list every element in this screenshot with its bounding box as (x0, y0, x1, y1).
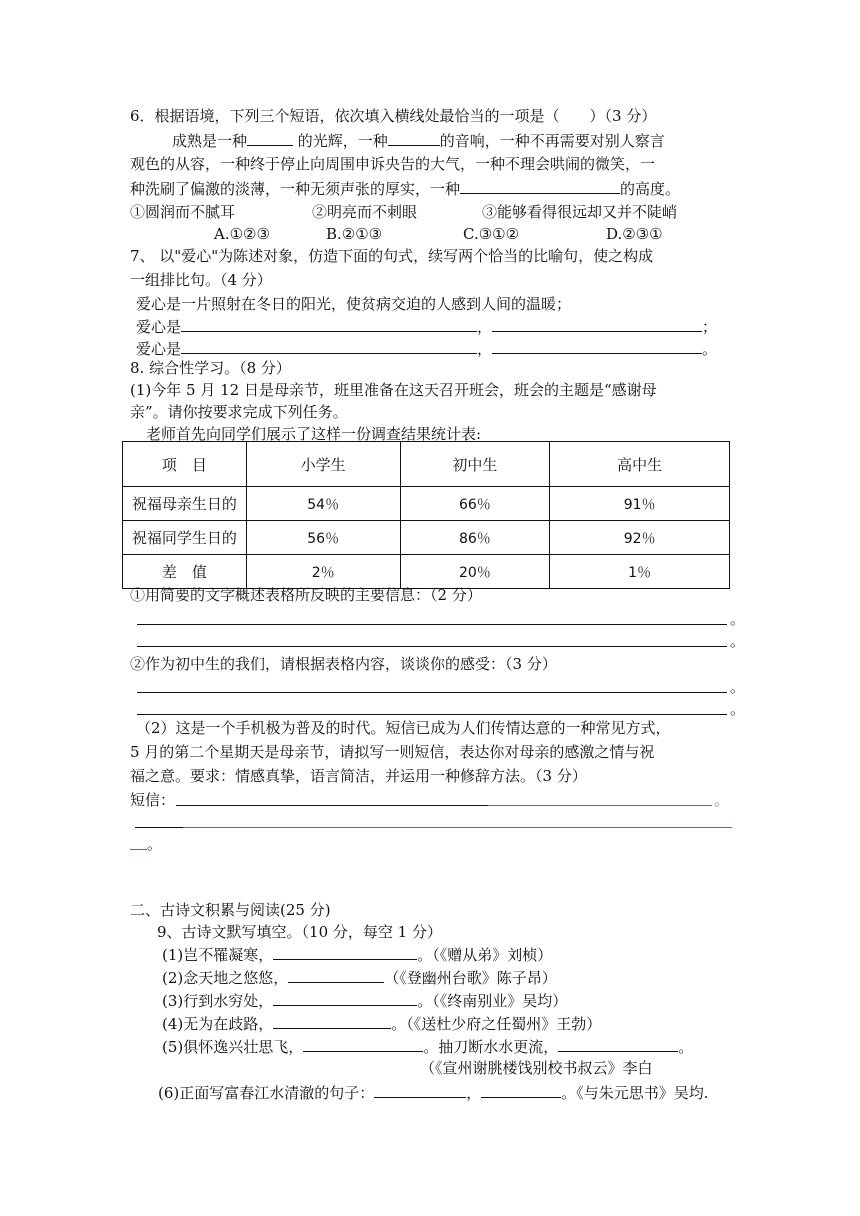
q6-text: 的高度。 (620, 180, 681, 198)
poem-blank[interactable] (481, 1082, 561, 1098)
answer-line[interactable] (137, 714, 727, 715)
poem-source: 。《与朱元思书》吴均. (561, 1084, 709, 1102)
survey-table (122, 441, 730, 589)
q6-option-c[interactable]: C.③①② (463, 225, 520, 243)
poem-source: （《登幽州台歌》陈子昂） (384, 969, 557, 987)
period: 。 (730, 610, 746, 628)
q7-comma: ， (477, 340, 493, 358)
poem-blank[interactable] (273, 1013, 391, 1029)
q7-end: 。 (702, 340, 718, 358)
poem-text: 。 (678, 1038, 694, 1056)
q8-part2-line2: 5 月的第二个星期天是母亲节，请拟写一则短信，表达你对母亲的感激之情与祝 (130, 743, 655, 761)
poem-blank[interactable] (558, 1036, 678, 1052)
poem-source: 。（《赠从弟》刘桢） (417, 946, 553, 964)
poem-line-3 (162, 990, 567, 1011)
q6-option-d[interactable]: D.②③① (606, 225, 663, 243)
table-cell: 祝福同学生日的 (123, 521, 247, 555)
table-header-cell: 初中生 (400, 442, 550, 487)
q7-blank-1a[interactable] (181, 316, 477, 332)
table-cell: 差 值 (123, 555, 247, 589)
period: 。 (147, 835, 163, 853)
q6-blank-2[interactable] (388, 130, 440, 146)
q8-table-intro: 老师首先向同学们展示了这样一份调查结果统计表: (146, 425, 482, 443)
q6-option-b[interactable]: B.②①③ (326, 225, 383, 243)
q6-blank-1[interactable] (247, 130, 293, 146)
answer-line[interactable] (137, 646, 727, 647)
table-header-row (123, 442, 730, 487)
q7-blank-2a[interactable] (181, 338, 477, 354)
table-cell: 91％ (550, 487, 730, 521)
q6-stem: 6．根据语境，下列三个短语，依次填入横线处最恰当的一项是（ ）（3 分） (130, 107, 657, 125)
sms-line[interactable] (176, 805, 488, 806)
q8-intro-line1: (1)今年 5 月 12 日是母亲节，班里准备在这天召开班会，班会的主题是“感谢母 (130, 381, 657, 399)
q6-phrase-2: ②明亮而不刺眼 (312, 203, 418, 221)
table-cell: 86％ (400, 521, 550, 555)
table-cell: 20％ (400, 555, 550, 589)
poem-line-4 (162, 1013, 601, 1034)
poem-source: 。（《终南别业》吴均） (417, 992, 568, 1010)
poem-text: (3)行到水穷处， (162, 992, 274, 1010)
poem-line-6 (158, 1082, 709, 1103)
table-cell: 56％ (246, 521, 400, 555)
q6-passage-line3 (130, 178, 680, 199)
q6-passage-line2: 观色的从容，一种终于停止向周围申诉央告的大气，一种不理会哄闹的微笑，一 (130, 155, 656, 173)
q6-text: 种洗刷了偏激的淡薄，一种无须声张的厚实，一种 (130, 180, 461, 198)
q8-title: 8. 综合性学习。（8 分） (130, 359, 291, 377)
poem-text: ， (466, 1084, 482, 1102)
section2-title: 二、古诗文积累与阅读(25 分) (130, 901, 331, 919)
poem-text: (5)俱怀逸兴壮思飞， (162, 1038, 304, 1056)
poem-line-5 (162, 1036, 693, 1057)
poem-text: 。抽刀断水水更流， (423, 1038, 559, 1056)
table-header-cell: 高中生 (550, 442, 730, 487)
q8-task1: ①用简要的文字概述表格所反映的主要信息：（2 分） (130, 586, 482, 604)
q6-phrase-3: ③能够看得很远却又并不陡峭 (482, 203, 678, 221)
q7-stem-line1: 7、 以"爱心"为陈述对象，仿造下面的句式，续写两个恰当的比喻句，使之构成 (130, 247, 654, 265)
table-cell: 祝福母亲生日的 (123, 487, 247, 521)
q9-title: 9、古诗文默写填空。（10 分，每空 1 分） (157, 923, 442, 941)
table-row (123, 487, 730, 521)
table-row (123, 521, 730, 555)
answer-line[interactable] (137, 624, 727, 625)
sms-line[interactable] (130, 849, 147, 850)
q8-task2: ②作为初中生的我们，请根据表格内容，谈谈你的感受：（3 分） (130, 655, 557, 673)
q6-blank-3[interactable] (460, 178, 620, 194)
poem-blank[interactable] (288, 967, 384, 983)
poem-line-2 (162, 967, 557, 988)
table-header-cell: 小学生 (246, 442, 400, 487)
q8-part2-line3: 福之意。要求：情感真挚，语言简洁，并运用一种修辞方法。（3 分） (130, 767, 587, 785)
q6-text: 的光辉，一种 (293, 132, 388, 150)
q7-answer-line2 (136, 338, 717, 359)
period: 。 (730, 632, 746, 650)
q7-lead: 爱心是 (136, 318, 182, 336)
table-header-cell: 项 目 (123, 442, 247, 487)
q6-phrase-1: ①圆润而不腻耳 (130, 203, 236, 221)
q7-blank-2b[interactable] (492, 338, 702, 354)
poem-text: (6)正面写富春江水清澈的句子： (158, 1084, 375, 1102)
poem-blank[interactable] (273, 990, 417, 1006)
sms-label: 短信： (130, 791, 176, 809)
poem-line-1 (162, 944, 552, 965)
q8-part2-line1: （2）这是一个手机极为普及的时代。短信已成为人们传情达意的一种常见方式， (136, 719, 671, 737)
sms-line[interactable] (135, 827, 183, 828)
q7-answer-line1 (136, 316, 717, 337)
answer-line[interactable] (137, 692, 727, 693)
period: 。 (714, 791, 730, 809)
table-cell: 1％ (550, 555, 730, 589)
q6-text: 成熟是一种 (172, 132, 248, 150)
poem-text: (1)岂不罹凝寒， (162, 946, 274, 964)
q7-example: 爱心是一片照射在冬日的阳光，使贫病交迫的人感到人间的温暖； (136, 295, 572, 313)
q6-text: 的音响，一种不再需要对别人察言 (439, 132, 665, 150)
sms-line[interactable] (488, 805, 712, 806)
poem-text: (2)念天地之悠悠， (162, 969, 289, 987)
q7-end: ； (702, 318, 718, 336)
period: 。 (730, 700, 746, 718)
q7-stem-line2: 一组排比句。（4 分） (130, 271, 272, 289)
q7-lead: 爱心是 (136, 340, 182, 358)
sms-line[interactable] (183, 827, 732, 828)
q8-intro-line2: 亲”。请你按要求完成下列任务。 (130, 403, 348, 421)
q7-blank-1b[interactable] (492, 316, 702, 332)
table-cell: 92％ (550, 521, 730, 555)
table-cell: 54％ (246, 487, 400, 521)
q6-option-a[interactable]: A.①②③ (214, 225, 270, 243)
q7-comma: ， (477, 318, 493, 336)
table-cell: 66％ (400, 487, 550, 521)
poem-blank[interactable] (303, 1036, 423, 1052)
poem-blank[interactable] (374, 1082, 466, 1098)
q6-passage-line1 (172, 130, 665, 151)
poem-source: 。（《送杜少府之任蜀州》王勃） (391, 1015, 602, 1033)
table-cell: 2％ (246, 555, 400, 589)
table-row (123, 555, 730, 589)
period: 。 (730, 678, 746, 696)
poem-source-5: （《宣州谢朓楼饯别校书叔云》李白 (420, 1059, 653, 1077)
poem-blank[interactable] (273, 944, 417, 960)
poem-text: (4)无为在歧路， (162, 1015, 274, 1033)
